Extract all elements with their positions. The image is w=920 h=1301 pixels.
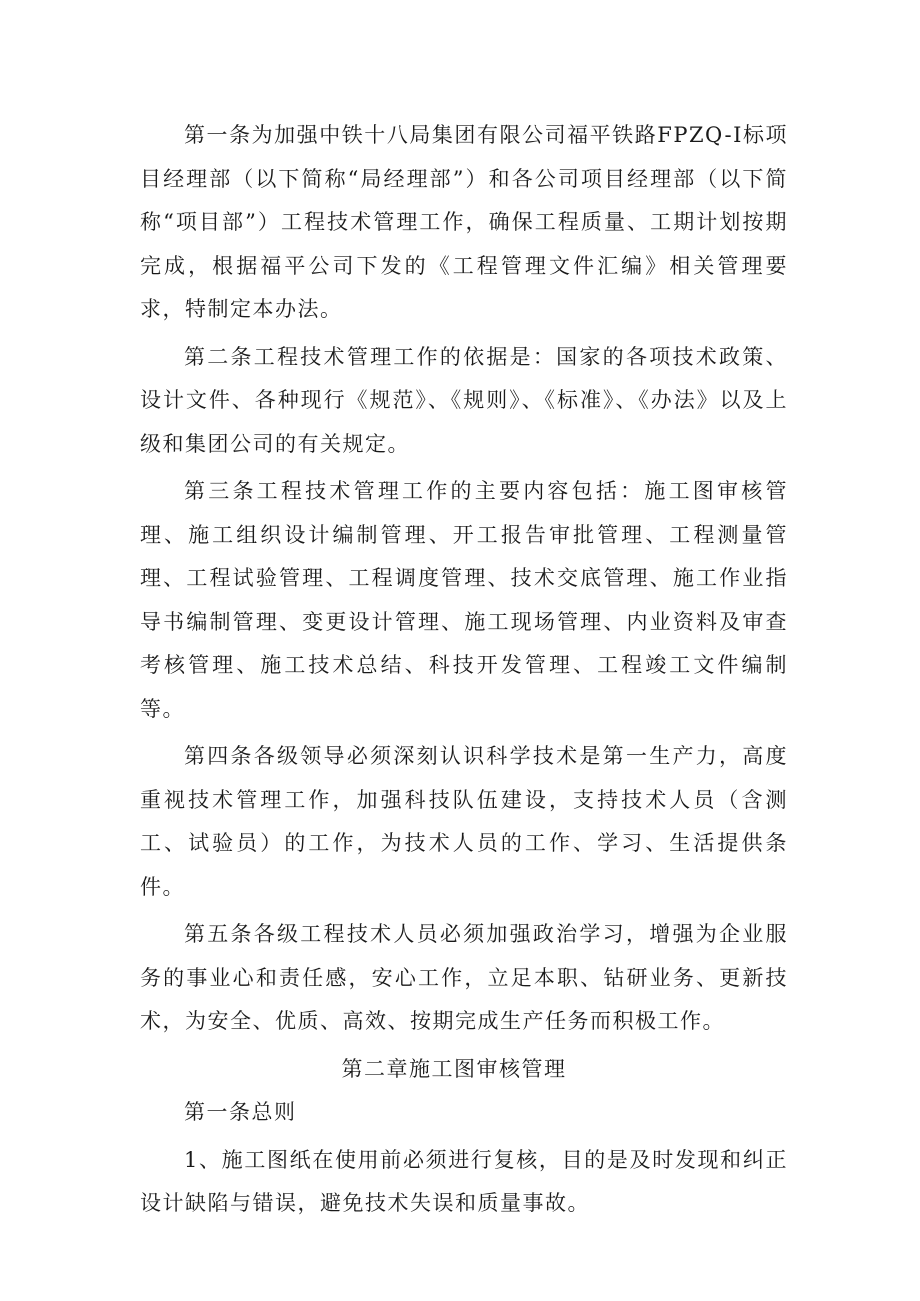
article-4-paragraph: 第四条各级领导必须深刻认识科学技术是第一生产力，高度重视技术管理工作，加强科技队伍建设，支持技术人员（含测工、试验员）的工作，为技术人员的工作、学习、生活提供条件。 — [140, 744, 788, 899]
article-1-paragraph: 第一条为加强中铁十八局集团有限公司福平铁路FPZQ-I标项目经理部（以下简称“局经理部”）和各公司项目经理部（以下简称“项目部”）工程技术管理工作，确保工程质量、工期计划按期完成，根据福平公司下发的《工程管理文件汇编》相关管理要求，特制定本办法。 — [140, 123, 788, 321]
article-3-paragraph: 第三条工程技术管理工作的主要内容包括：施工图审核管理、施工组织设计编制管理、开工报告审批管理、工程测量管理、工程试验管理、工程调度管理、技术交底管理、施工作业指导书编制管理、变更设计管理、施工现场管理、内业资料及审查考核管理、施工技术总结、科技开发管理、工程竣工文件编制等。 — [140, 479, 788, 721]
document-body — [140, 114, 788, 1230]
chapter-heading: 第二章施工图审核管理 — [341, 1056, 567, 1081]
section-title: 第一条总则 — [184, 1100, 297, 1124]
article-2-paragraph: 第二条工程技术管理工作的依据是：国家的各项技术政策、设计文件、各种现行《规范》、《规则》、《标准》、《办法》以及上级和集团公司的有关规定。 — [140, 344, 788, 456]
section-item-1: 1、施工图纸在使用前必须进行复核，目的是及时发现和纠正设计缺陷与错误，避免技术失误和质量事故。 — [140, 1147, 788, 1215]
article-5-paragraph: 第五条各级工程技术人员必须加强政治学习，增强为企业服务的事业心和责任感，安心工作，立足本职、钻研业务、更新技术，为安全、优质、高效、按期完成生产任务而积极工作。 — [140, 922, 788, 1033]
